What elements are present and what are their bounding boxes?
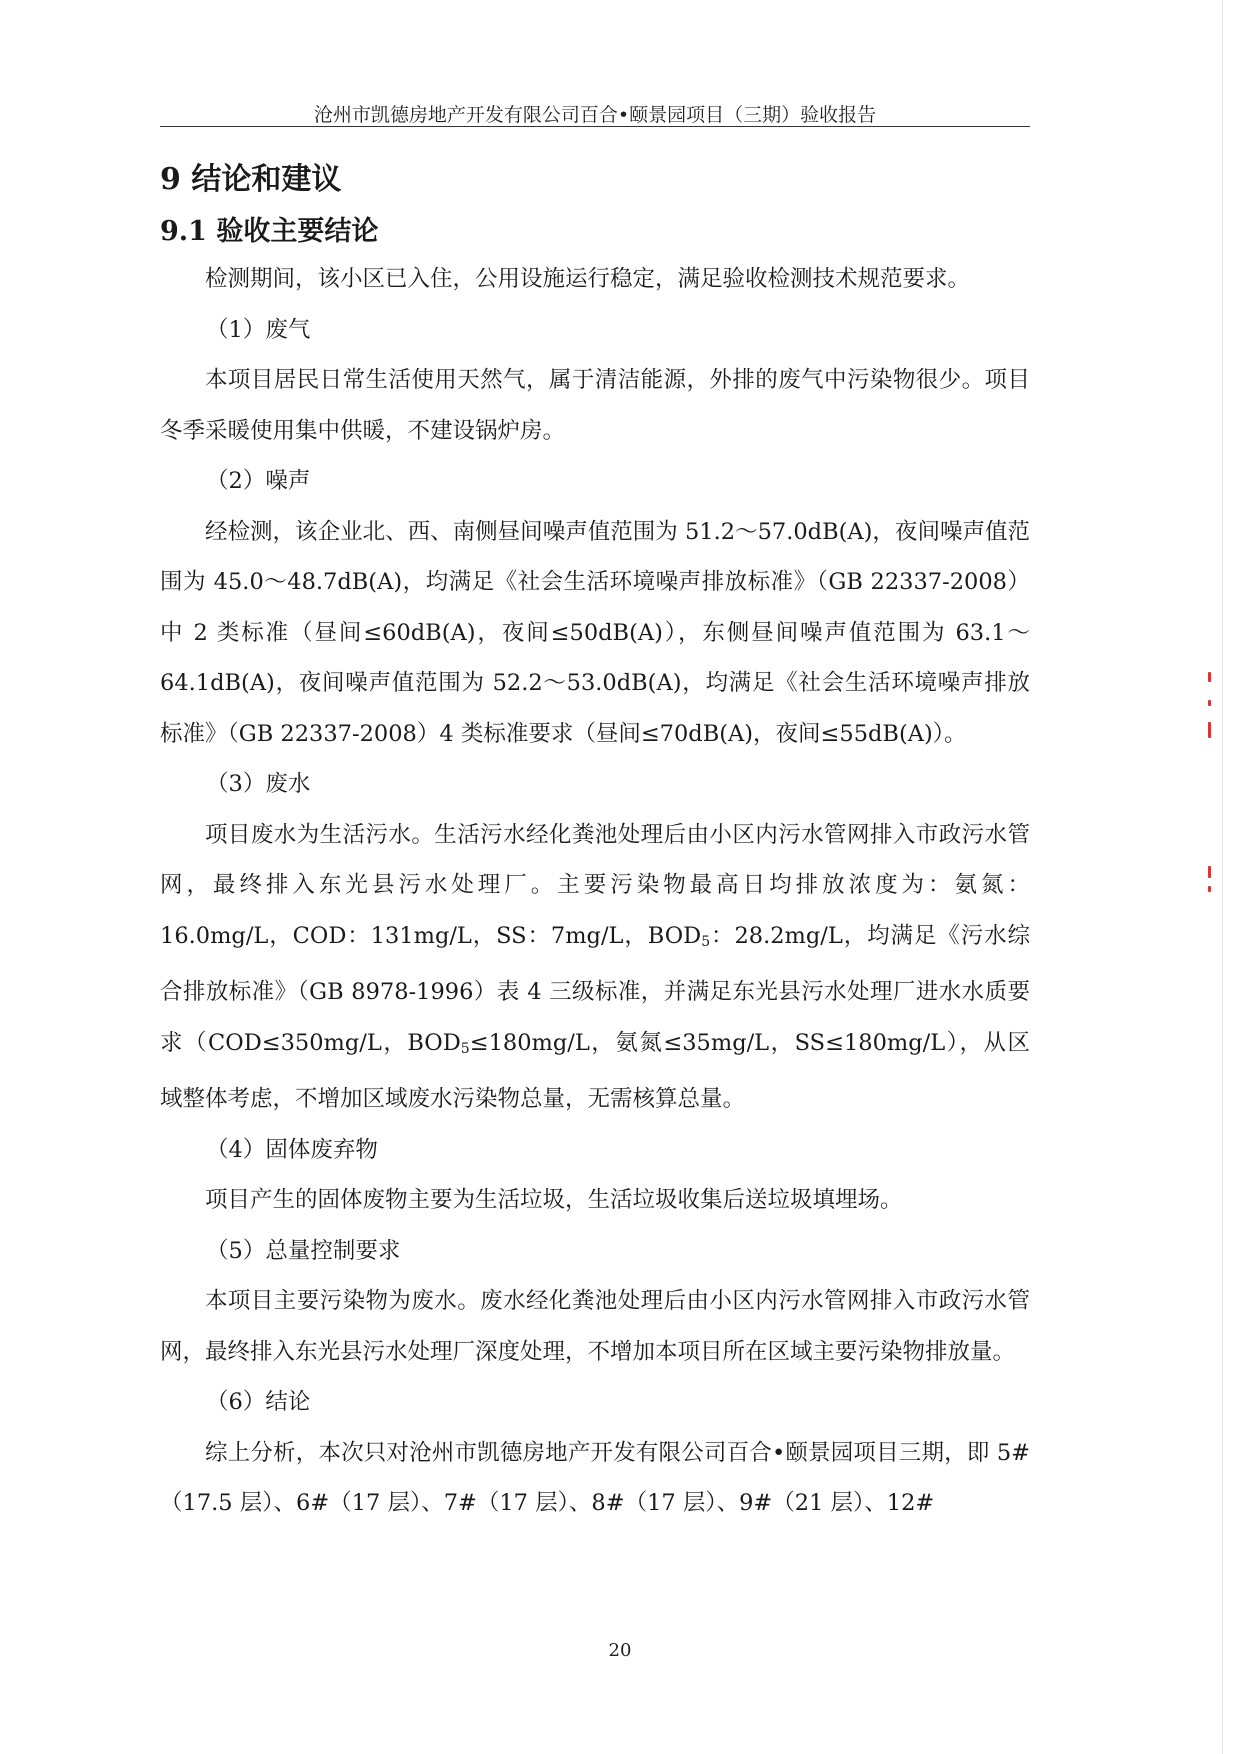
item-heading-water: （3）废水 bbox=[206, 771, 311, 797]
document-body bbox=[160, 160, 1030, 1529]
margin-mark bbox=[1208, 700, 1211, 706]
water-text-part-2: ：28.2mg/L，均满足《污水综合排放标准》（GB 8978-1996）表 4 三级标准，并满足东光县污水处理厂进水水质要求（COD≤350mg/L，BOD bbox=[160, 922, 1030, 1056]
item-heading-total: （5）总量控制要求 bbox=[206, 1237, 401, 1264]
margin-mark bbox=[1208, 866, 1211, 878]
subsection-heading: 9.1 验收主要结论 bbox=[160, 216, 379, 247]
item-text-total: 本项目主要污染物为废水。废水经化粪池处理后由小区内污水管网排入市政污水管网，最终排入东光县污水处理厂深度处理，不增加本项目所在区域主要污染物排放量。 bbox=[160, 1288, 1030, 1365]
item-text-water bbox=[160, 810, 1030, 1125]
margin-mark bbox=[1208, 886, 1211, 892]
margin-mark bbox=[1208, 722, 1211, 738]
running-header: 沧州市凯德房地产开发有限公司百合•颐景园项目（三期）验收报告 bbox=[313, 104, 877, 126]
item-text-conclusion: 综上分析，本次只对沧州市凯德房地产开发有限公司百合•颐景园项目三期，即 5#（17.5 层）、6#（17 层）、7#（17 层）、8#（17 层）、9#（21 层）、12# bbox=[160, 1439, 1030, 1516]
intro-paragraph: 检测期间，该小区已入住，公用设施运行稳定，满足验收检测技术规范要求。 bbox=[205, 266, 971, 292]
header-rule bbox=[160, 126, 1030, 127]
water-text-part-3: ≤180mg/L，氨氮≤35mg/L，SS≤180mg/L），从区域整体考虑，不增加区域废水污染物总量，无需核算总量。 bbox=[160, 1029, 1030, 1112]
water-subscript-1: 5 bbox=[701, 933, 711, 950]
item-heading-solid: （4）固体废弃物 bbox=[206, 1136, 378, 1163]
item-heading-conclusion: （6）结论 bbox=[206, 1389, 311, 1415]
item-text-noise: 经检测，该企业北、西、南侧昼间噪声值范围为 51.2～57.0dB(A)，夜间噪声值范围为 45.0～48.7dB(A)，均满足《社会生活环境噪声排放标准》（GB 22337-2008）中 2 类标准（昼间≤60dB(A)，夜间≤50dB(A)），东侧昼间噪声值范围为 63.1～64.1dB(A)，夜间噪声值范围为 52.2～53.0dB(A)，均满足《社会生活环境噪声排放标准》（GB 22337-2008）4 类标准要求（昼间≤70dB(A)，夜间≤55dB(A)）。 bbox=[160, 518, 1030, 747]
margin-mark bbox=[1208, 672, 1211, 682]
item-text-solid: 项目产生的固体废物主要为生活垃圾，生活垃圾收集后送垃圾填埋场。 bbox=[205, 1187, 903, 1213]
section-heading: 9 结论和建议 bbox=[160, 162, 342, 197]
item-heading-gas: （1）废气 bbox=[206, 316, 311, 343]
water-subscript-2: 5 bbox=[460, 1040, 470, 1057]
item-heading-noise: （2）噪声 bbox=[206, 468, 311, 494]
item-text-gas: 本项目居民日常生活使用天然气，属于清洁能源，外排的废气中污染物很少。项目冬季采暖使用集中供暖，不建设锅炉房。 bbox=[160, 367, 1030, 444]
water-text-part-1: 项目废水为生活污水。生活污水经化粪池处理后由小区内污水管网排入市政污水管网，最终排入东光县污水处理厂。主要污染物最高日均排放浓度为：氨氮：16.0mg/L，COD：131mg/L，SS：7mg/L，BOD bbox=[160, 821, 1030, 949]
page-number: 20 bbox=[608, 1640, 632, 1661]
page-edge-line bbox=[1222, 0, 1223, 1754]
